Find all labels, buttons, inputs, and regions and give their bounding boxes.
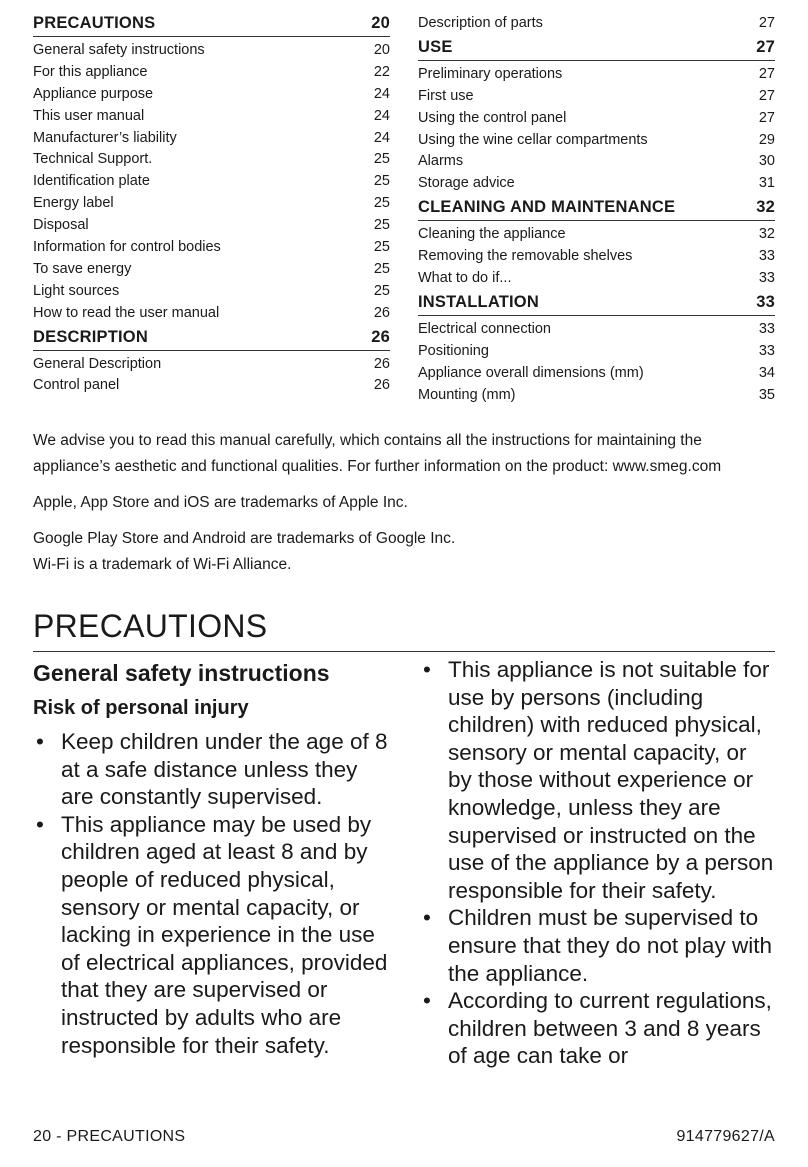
toc-entry-page: 33 xyxy=(758,342,775,359)
toc-entry-title: Technical Support. xyxy=(33,151,153,168)
toc-entry-title: General Description xyxy=(33,355,162,372)
toc-entry-title: USE xyxy=(418,37,453,56)
toc-entry-title: Control panel xyxy=(33,377,120,394)
bullet-text: This appliance may be used by children aged at least 8 and by people of reduced physical, sensory or mental capacity, or lacking in experience in the use of electrical appliances, provided that they are supervised or instructed by adults who are responsible for their safety. xyxy=(61,811,388,1058)
toc-entry xyxy=(33,171,390,193)
toc-entry-page: 29 xyxy=(758,131,775,148)
toc-entry xyxy=(418,341,775,363)
toc-entry-page: 26 xyxy=(373,304,390,321)
toc-entry-page: 30 xyxy=(758,153,775,170)
bullet-text: This appliance is not suitable for use by persons (including children) with reduced physical, sensory or mental capacity, or by those without experience or knowledge, unless they are supervised or instructed on the use of the appliance by a person responsible for their safety. xyxy=(448,657,774,903)
toc-entry-title: Manufacturer’s liability xyxy=(33,129,177,146)
toc-entry xyxy=(33,193,390,215)
toc-entry-page: 27 xyxy=(758,109,775,126)
toc-entry xyxy=(33,354,390,376)
toc-entry-page: 32 xyxy=(756,198,775,217)
toc-entry-title: Preliminary operations xyxy=(418,65,563,82)
toc-entry-title: What to do if... xyxy=(418,270,512,287)
toc-entry-title: Information for control bodies xyxy=(33,239,221,256)
bullet-item xyxy=(420,904,775,987)
toc-entry-page: 33 xyxy=(758,270,775,287)
bullet-icon: • xyxy=(423,657,431,682)
toc-entry-page: 26 xyxy=(373,355,390,372)
toc-entry-page: 25 xyxy=(373,173,390,190)
trademark-google: Google Play Store and Android are trademarks of Google Inc. xyxy=(33,530,456,547)
toc-entry-title: To save energy xyxy=(33,260,132,277)
toc-entry-page: 24 xyxy=(373,107,390,124)
toc-entry-title: This user manual xyxy=(33,107,145,124)
toc-section-heading xyxy=(418,290,775,316)
bullet-icon: • xyxy=(36,729,44,754)
toc-entry-title: DESCRIPTION xyxy=(33,327,148,346)
bullet-item xyxy=(420,656,775,904)
toc-entry-page: 27 xyxy=(758,15,775,31)
toc-entry xyxy=(33,303,390,325)
subsection-title: General safety instructions xyxy=(33,660,330,686)
toc-entry xyxy=(418,86,775,108)
toc-section-heading xyxy=(418,195,775,221)
toc-entry xyxy=(418,363,775,385)
toc-entry xyxy=(418,246,775,268)
toc-entry-page: 24 xyxy=(373,129,390,146)
toc-entry xyxy=(33,237,390,259)
toc-entry-page: 26 xyxy=(373,377,390,394)
toc-entry-title: Storage advice xyxy=(418,175,515,192)
bullet-icon: • xyxy=(423,988,431,1014)
toc-section-heading xyxy=(418,35,775,61)
toc-entry-title: Using the control panel xyxy=(418,109,567,126)
toc-entry-title: INSTALLATION xyxy=(418,292,539,311)
toc-entry-title: Disposal xyxy=(33,217,89,234)
toc-entry-title: PRECAUTIONS xyxy=(33,14,156,32)
toc-entry-title: Positioning xyxy=(418,342,489,359)
toc-entry-page: 31 xyxy=(758,175,775,192)
intro-text xyxy=(33,428,778,578)
toc-entry-page: 25 xyxy=(373,282,390,299)
toc-entry-title: Removing the removable shelves xyxy=(418,248,633,265)
toc-entry-title: For this appliance xyxy=(33,63,148,80)
toc-entry xyxy=(33,106,390,128)
toc-entry-page: 25 xyxy=(373,151,390,168)
toc-right-column xyxy=(418,10,775,406)
toc-entry-page: 24 xyxy=(373,85,390,102)
toc-entry-title: Identification plate xyxy=(33,173,150,190)
toc-entry-title: First use xyxy=(418,87,474,104)
trademark-apple: Apple, App Store and iOS are trademarks of Apple Inc. xyxy=(33,494,408,511)
toc-entry-title: Alarms xyxy=(418,153,464,170)
toc-entry xyxy=(33,128,390,150)
toc-entry xyxy=(418,173,775,195)
bullet-item xyxy=(33,728,388,811)
bullet-text: Children must be supervised to ensure that they do not play with the appliance. xyxy=(448,905,772,986)
toc-entry xyxy=(33,149,390,171)
toc-section-heading xyxy=(33,10,390,37)
toc-entry-page: 27 xyxy=(758,87,775,104)
toc-entry-page: 33 xyxy=(758,248,775,265)
toc-entry-page: 27 xyxy=(756,37,775,56)
toc-entry-page: 27 xyxy=(758,65,775,82)
toc-entry-page: 20 xyxy=(371,14,390,32)
toc-entry-page: 25 xyxy=(373,239,390,256)
right-bullet-list xyxy=(420,656,775,1070)
table-of-contents xyxy=(33,10,775,406)
left-text-column xyxy=(33,656,388,1059)
left-bullet-list xyxy=(33,728,388,1059)
section-title: PRECAUTIONS xyxy=(33,608,775,652)
toc-entry xyxy=(418,224,775,246)
toc-entry-page: 33 xyxy=(758,320,775,337)
toc-entry-title: Appliance purpose xyxy=(33,85,154,102)
toc-entry-page: 25 xyxy=(373,260,390,277)
toc-entry xyxy=(418,385,775,407)
toc-entry xyxy=(33,375,390,397)
toc-entry-page: 34 xyxy=(758,364,775,381)
toc-entry-title: Cleaning the appliance xyxy=(418,226,566,243)
toc-entry xyxy=(33,281,390,303)
toc-entry-title: How to read the user manual xyxy=(33,304,220,321)
right-text-column xyxy=(420,656,775,1070)
bullet-item xyxy=(33,811,388,1059)
toc-entry xyxy=(418,108,775,130)
toc-entry xyxy=(418,268,775,290)
toc-entry-title: Energy label xyxy=(33,195,114,212)
toc-entry xyxy=(33,84,390,106)
subsubsection-title: Risk of personal injury xyxy=(33,697,249,719)
footer-page-label: 20 - PRECAUTIONS xyxy=(33,1128,186,1145)
toc-entry-page: 25 xyxy=(373,217,390,234)
bullet-icon: • xyxy=(36,811,44,837)
toc-entry xyxy=(418,319,775,341)
toc-entry xyxy=(33,62,390,84)
trademark-wifi: Wi-Fi is a trademark of Wi-Fi Alliance. xyxy=(33,556,292,573)
toc-entry-title: General safety instructions xyxy=(33,42,205,58)
toc-entry-title: Electrical connection xyxy=(418,320,551,337)
toc-left-column xyxy=(33,10,390,406)
toc-entry-page: 26 xyxy=(371,327,390,346)
toc-entry-page: 22 xyxy=(373,63,390,80)
toc-entry-page: 20 xyxy=(373,42,390,58)
toc-entry-title: CLEANING AND MAINTENANCE xyxy=(418,198,676,217)
toc-entry-page: 33 xyxy=(756,292,775,311)
toc-entry-title: Mounting (mm) xyxy=(418,386,516,403)
toc-entry-page: 32 xyxy=(758,226,775,243)
bullet-text: Keep children under the age of 8 at a safe distance unless they are constantly supervised. xyxy=(61,729,388,810)
toc-entry-title: Appliance overall dimensions (mm) xyxy=(418,364,644,381)
toc-entry xyxy=(418,13,775,35)
toc-entry-page: 25 xyxy=(373,195,390,212)
bullet-icon: • xyxy=(423,905,431,931)
toc-entry-title: Using the wine cellar compartments xyxy=(418,131,648,148)
bullet-text: According to current regulations, children between 3 and 8 years of age can take or xyxy=(448,988,772,1069)
toc-entry-page: 35 xyxy=(758,386,775,403)
intro-paragraph: We advise you to read this manual carefully, which contains all the instructions for maintaining the appliance’s aesthetic and functional qualities. For further information on the product: www.smeg.com xyxy=(33,432,722,475)
bullet-item xyxy=(420,987,775,1070)
toc-entry xyxy=(418,130,775,152)
toc-entry xyxy=(418,64,775,86)
page-footer xyxy=(33,1128,775,1146)
toc-entry-title: Description of parts xyxy=(418,15,543,31)
toc-section-heading xyxy=(33,325,390,351)
toc-entry xyxy=(33,40,390,62)
toc-entry-title: Light sources xyxy=(33,282,120,299)
toc-entry xyxy=(418,151,775,173)
toc-entry xyxy=(33,259,390,281)
document-code: 914779627/A xyxy=(676,1128,775,1145)
toc-entry xyxy=(33,215,390,237)
